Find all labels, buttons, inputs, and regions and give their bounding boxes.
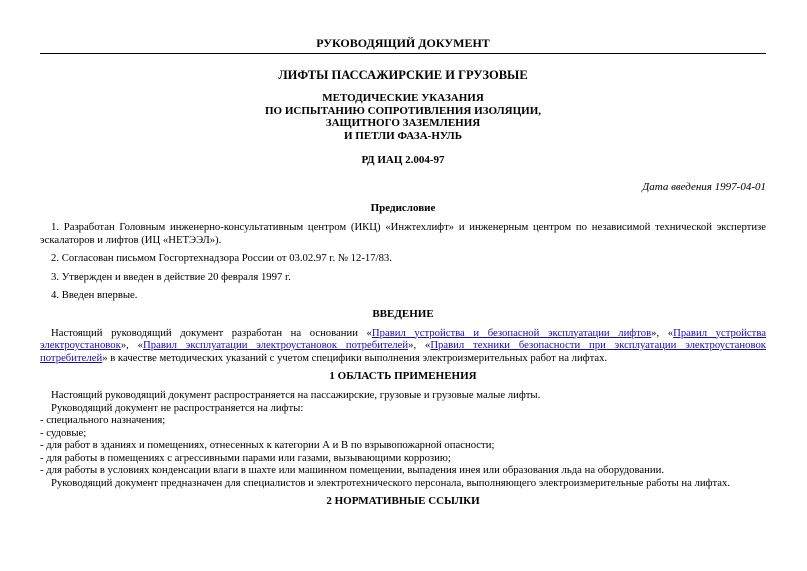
document-header: РУКОВОДЯЩИЙ ДОКУМЕНТ <box>316 36 490 50</box>
document-title: ЛИФТЫ ПАССАЖИРСКИЕ И ГРУЗОВЫЕ <box>278 68 528 82</box>
introduction-date: Дата введения 1997-04-01 <box>642 181 766 193</box>
foreword-item: 3. Утвержден и введен в действие 20 февраля 1997 г. <box>51 270 291 283</box>
intro-heading: ВВЕДЕНИЕ <box>372 307 434 320</box>
subtitle-line: ПО ИСПЫТАНИЮ СОПРОТИВЛЕНИЯ ИЗОЛЯЦИИ, <box>264 104 542 117</box>
foreword-item: 2. Согласован письмом Госгортехнадзора России от 03.02.97 г. № 12-17/83. <box>51 252 392 264</box>
subtitle-line: МЕТОДИЧЕСКИЕ УКАЗАНИЯ <box>322 92 484 104</box>
intro-paragraph: Настоящий руководящий документ разработан на основании «Правил устройства и безопасной эксплуатации лифтов», «Правил устройства электроустановок», «Правил эксплуатации электроустановок потребителей», «Правил техники безопасности при эксплуатации электроустановок потребителей» в качестве методических указаний с учетом специфики выполнения электроизмерительных работ на лифтах. <box>40 326 766 364</box>
scope-list-item: - специального назначения; <box>40 414 166 426</box>
link-safety-rules[interactable]: Правил техники безопасности при эксплуатации электроустановок потребителей <box>40 339 766 364</box>
document-subtitle <box>40 92 766 142</box>
document-page <box>40 0 766 508</box>
scope-list-item: - судовые; <box>40 426 87 439</box>
foreword-item: 1. Разработан Головным инженерно-консультативным центром (ИКЦ) «Инжтехлифт» и инженерным центром по независимой технической экспертизе эскалаторов и лифтов (ИЦ «НЕТЭЭЛ»). <box>40 221 766 246</box>
subtitle-line: И ПЕТЛИ ФАЗА-НУЛЬ <box>344 129 462 142</box>
scope-list-item: - для работ в зданиях и помещениях, отнесенных к категории А и В по взрывопожарной опасности; <box>40 439 495 451</box>
scope-list-item: - для работы в условиях конденсации влаги в шахте или машинном помещении, выпадения инея или образования льда на оборудовании. <box>40 464 664 476</box>
scope-paragraph: Руководящий документ не распространяется на лифты: <box>51 401 304 414</box>
references-heading: 2 НОРМАТИВНЫЕ ССЫЛКИ <box>326 495 480 507</box>
link-lift-rules[interactable]: Правил устройства и безопасной эксплуатации лифтов <box>371 326 652 339</box>
scope-paragraph: Руководящий документ предназначен для специалистов и электротехнического персонала, выполняющего электроизмерительные работы на лифтах. <box>51 476 731 489</box>
document-code: РД ИАЦ 2.004-97 <box>361 154 445 166</box>
header-divider <box>40 53 766 54</box>
link-electrical-installation-rules[interactable]: Правил устройства электроустановок <box>40 326 766 351</box>
scope-paragraph: Настоящий руководящий документ распространяется на пассажирские, грузовые и грузовые малые лифты. <box>51 389 541 401</box>
foreword-item: 4. Введен впервые. <box>51 289 138 301</box>
link-consumer-operation-rules[interactable]: Правил эксплуатации электроустановок потребителей <box>143 339 409 351</box>
scope-list-item: - для работы в помещениях с агрессивными парами или газами, вызывающими коррозию; <box>40 451 451 464</box>
subtitle-line: ЗАЩИТНОГО ЗАЗЕМЛЕНИЯ <box>325 117 481 129</box>
scope-heading: 1 ОБЛАСТЬ ПРИМЕНЕНИЯ <box>329 370 477 382</box>
foreword-heading: Предисловие <box>370 202 436 214</box>
